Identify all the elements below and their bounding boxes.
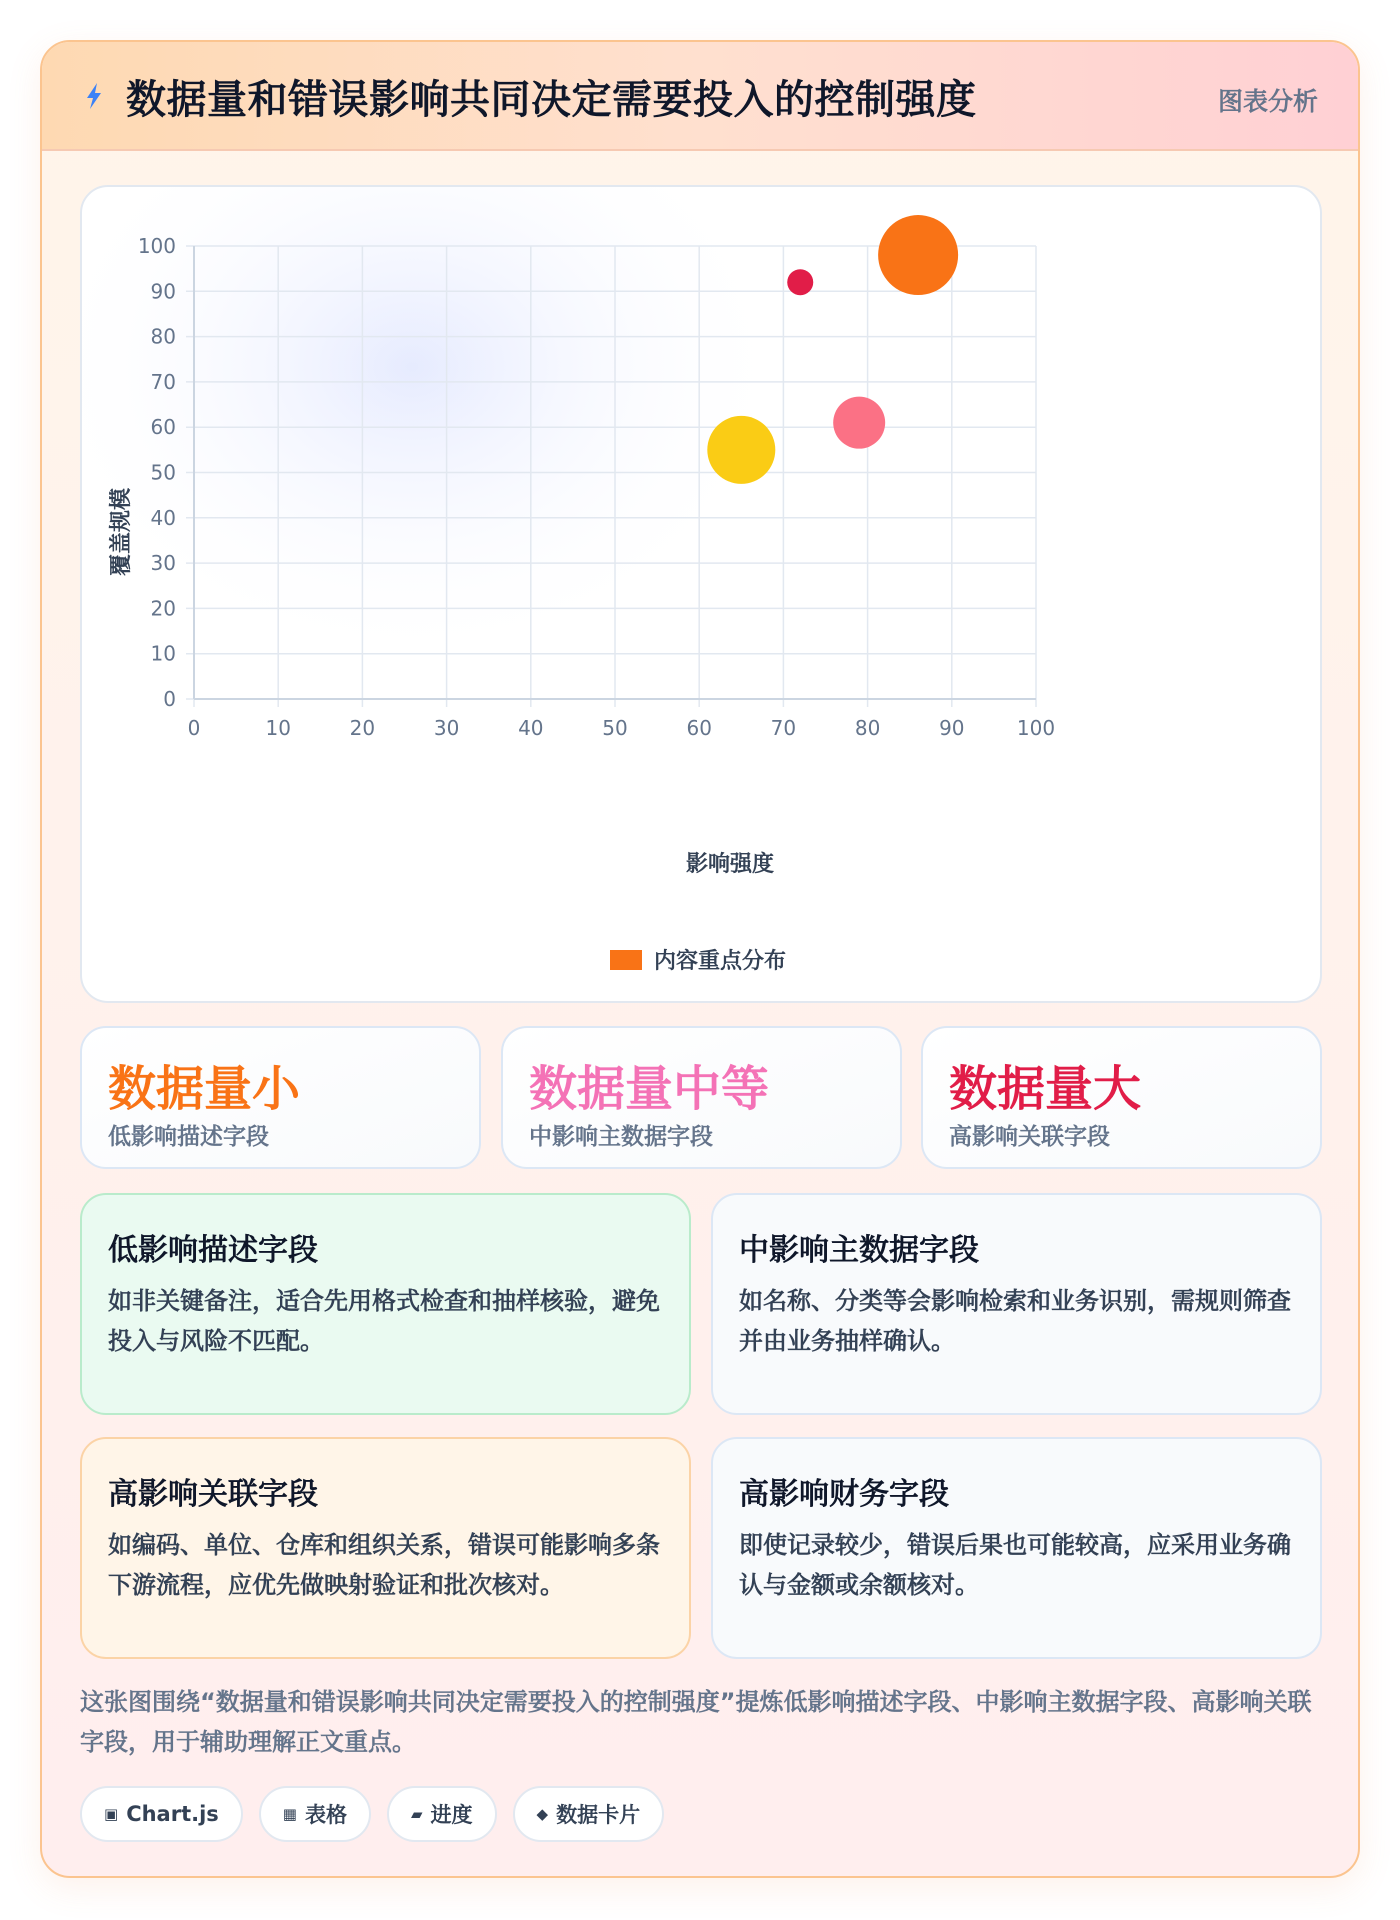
stat-card-medium bbox=[501, 1026, 902, 1169]
y-tick-label: 90 bbox=[150, 279, 176, 304]
x-tick-label: 100 bbox=[1016, 716, 1056, 740]
note-card-medium-impact bbox=[711, 1193, 1322, 1415]
bubble-point[interactable] bbox=[833, 397, 885, 449]
chip-label: 进度 bbox=[430, 1803, 473, 1827]
note-title: 高影响财务字段 bbox=[739, 1477, 949, 1512]
chart-analysis-tag: 图表分析 bbox=[1217, 87, 1318, 116]
x-tick-label: 60 bbox=[686, 716, 712, 740]
legend-label: 内容重点分布 bbox=[654, 949, 787, 974]
y-tick-label: 50 bbox=[150, 460, 176, 485]
note-card-high-impact-finance bbox=[711, 1437, 1322, 1659]
chip-chartjs[interactable] bbox=[80, 1786, 243, 1842]
x-tick-label: 20 bbox=[349, 716, 376, 740]
chart-panel bbox=[80, 185, 1322, 1003]
summary-text: 这张图围绕“数据量和错误影响共同决定需要投入的控制强度”提炼低影响描述字段、中影响主数据字段、高影响关联字段，用于辅助理解正文重点。 bbox=[80, 1688, 1312, 1756]
bubble-point[interactable] bbox=[878, 215, 958, 295]
y-tick-label: 0 bbox=[163, 687, 176, 711]
chip-label: 表格 bbox=[304, 1803, 347, 1827]
x-tick-label: 70 bbox=[770, 716, 797, 740]
progress-icon: ▰ bbox=[410, 1805, 423, 1823]
x-tick-label: 80 bbox=[854, 716, 881, 740]
bubble-point[interactable] bbox=[707, 416, 775, 484]
stat-value: 数据量中等 bbox=[529, 1061, 770, 1117]
y-tick-label: 100 bbox=[137, 234, 176, 258]
stat-label: 中影响主数据字段 bbox=[529, 1124, 713, 1150]
x-tick-label: 10 bbox=[265, 716, 291, 740]
chip-label: Chart.js bbox=[126, 1802, 219, 1826]
chart-icon: ▣ bbox=[104, 1805, 119, 1823]
stat-label: 高影响关联字段 bbox=[949, 1124, 1110, 1150]
x-tick-label: 90 bbox=[939, 716, 965, 740]
table-icon: ▦ bbox=[282, 1805, 297, 1823]
note-body: 即使记录较少，错误后果也可能较高，应采用业务确认与金额或余额核对。 bbox=[739, 1531, 1291, 1599]
x-tick-label: 40 bbox=[518, 716, 544, 740]
x-tick-label: 0 bbox=[187, 716, 201, 740]
card-header bbox=[42, 42, 1358, 151]
y-tick-label: 30 bbox=[150, 551, 176, 576]
note-title: 高影响关联字段 bbox=[108, 1477, 318, 1512]
y-tick-label: 20 bbox=[150, 596, 176, 621]
x-tick-label: 50 bbox=[602, 716, 628, 740]
note-title: 中影响主数据字段 bbox=[739, 1233, 979, 1268]
stat-value: 数据量小 bbox=[108, 1061, 301, 1117]
y-tick-label: 60 bbox=[150, 415, 176, 440]
y-tick-label: 70 bbox=[150, 369, 176, 394]
tag-chips bbox=[80, 1786, 664, 1842]
note-card-low-impact bbox=[80, 1193, 691, 1415]
chip-table[interactable] bbox=[259, 1786, 371, 1842]
y-axis-label: 覆盖规模 bbox=[109, 487, 134, 577]
note-body: 如编码、单位、仓库和组织关系，错误可能影响多条下游流程，应优先做映射验证和批次核对。 bbox=[108, 1531, 660, 1599]
chip-label: 数据卡片 bbox=[556, 1803, 641, 1827]
x-tick-label: 30 bbox=[433, 716, 460, 740]
stat-label: 低影响描述字段 bbox=[108, 1124, 269, 1150]
bubble-chart bbox=[82, 187, 1322, 1003]
note-body: 如名称、分类等会影响检索和业务识别，需规则筛查并由业务抽样确认。 bbox=[739, 1287, 1291, 1355]
stat-value: 数据量大 bbox=[949, 1061, 1142, 1117]
bubble-point[interactable] bbox=[787, 269, 813, 295]
lightning-icon bbox=[82, 82, 106, 110]
legend-swatch bbox=[610, 950, 642, 970]
x-axis-label: 影响强度 bbox=[685, 852, 775, 877]
page-title: 数据量和错误影响共同决定需要投入的控制强度 bbox=[126, 77, 977, 123]
note-title: 低影响描述字段 bbox=[108, 1233, 318, 1268]
y-tick-label: 40 bbox=[150, 505, 176, 530]
note-card-high-impact-relation bbox=[80, 1437, 691, 1659]
chip-data-card[interactable] bbox=[513, 1786, 665, 1842]
stat-card-large bbox=[921, 1026, 1322, 1169]
note-body: 如非关键备注，适合先用格式检查和抽样核验，避免投入与风险不匹配。 bbox=[108, 1287, 660, 1355]
chip-progress[interactable] bbox=[387, 1786, 497, 1842]
analysis-card bbox=[40, 40, 1360, 1878]
y-tick-label: 80 bbox=[150, 324, 176, 349]
stat-card-small bbox=[80, 1026, 481, 1169]
y-tick-label: 10 bbox=[150, 641, 176, 666]
diamond-icon: ◆ bbox=[536, 1805, 549, 1823]
